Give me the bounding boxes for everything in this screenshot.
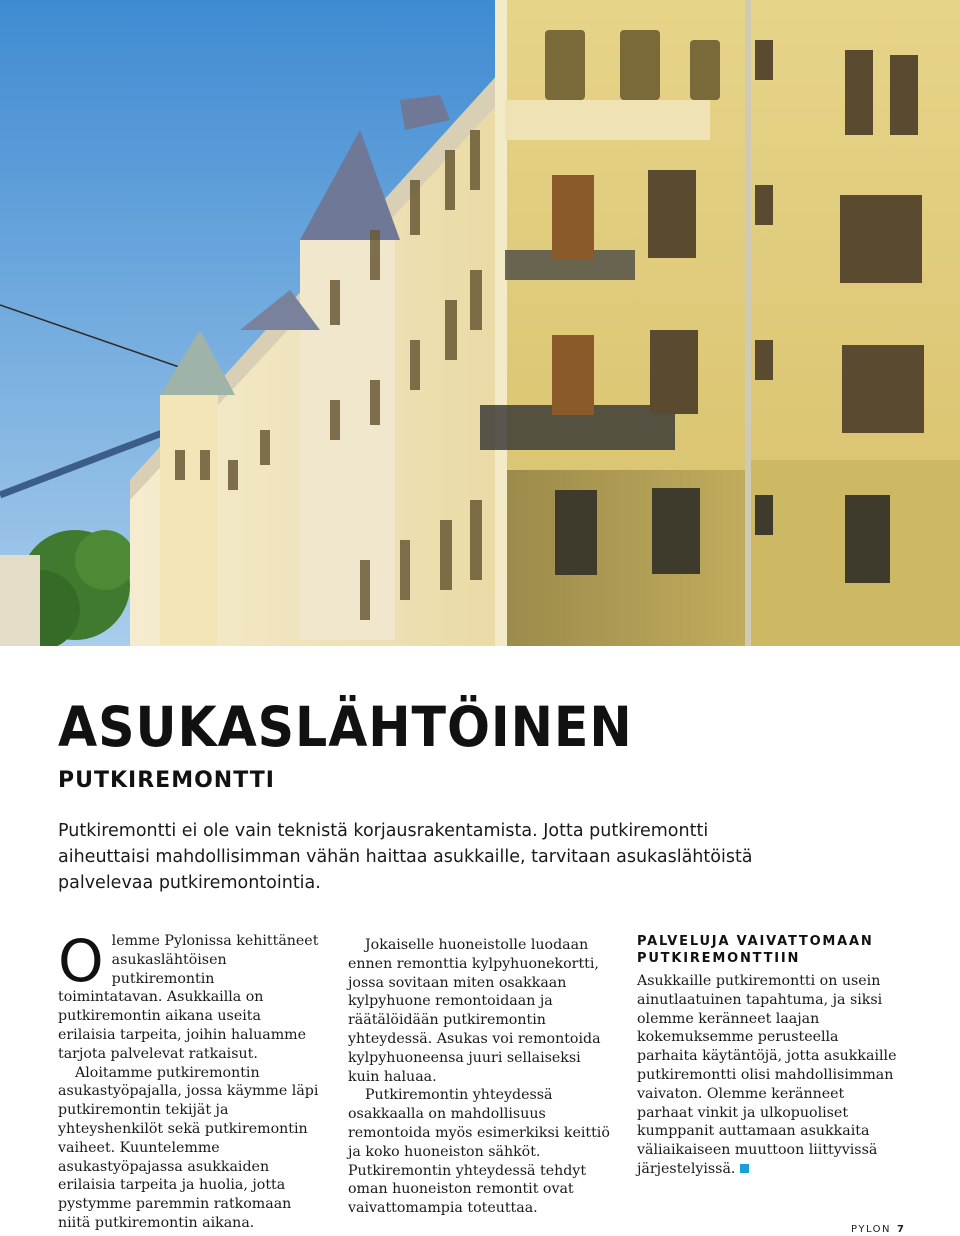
end-mark-icon [740, 1164, 749, 1173]
drop-cap: O [58, 927, 104, 995]
page-number: 7 [897, 1224, 904, 1235]
paragraph [58, 927, 320, 1064]
paragraph [637, 972, 899, 1179]
paragraph-text: Asukkaille putkiremontti on usein ainutlaatuinen tapahtuma, ja siksi olemme keränneet laajan kokemuksemme perusteella parhaita käytäntöjä, jotta asukkaille putkiremontti olisi mahdollisimman vaivaton. Olemme keränneet parhaat vinkit ja ulkopuoliset kumppanit auttamaan asukkaita väliaikaiseen muuttoon liittyvissä järjestelyissä. [637, 973, 897, 1177]
article-lead: Putkiremontti ei ole vain teknistä korjausrakentamista. Jotta putkiremontti aiheuttaisi mahdollisimman vähän haittaa asukkaille, tarvitaan asukaslähtöistä palvelevaa putkiremontointia. [58, 821, 753, 893]
paragraph: Aloitamme putkiremontin asukastyöpajalla, jossa käymme läpi putkiremontin tekijät ja yhteyshenkilöt sekä putkiremontin vaiheet. Kuuntelemme asukastyöpajassa asukkaiden erilaisia tarpeita ja huolia, jotta pystymme paremmin ratkomaan niitä putkiremontin aikana. [58, 1064, 319, 1231]
column-1 [58, 927, 320, 1233]
paragraph-text: lemme Pylonissa kehittäneet asukaslähtöisen putkiremontin toimintatavan. Asukkailla on putkiremontin aikana useita erilaisia tarpeita, joihin haluamme tarjota palvelevat ratkaisut. [58, 933, 319, 1062]
paragraph: Jokaiselle huoneistolle luodaan ennen remonttia kylpyhuonekortti, jossa sovitaan miten osakkaan kylpyhuone remontoidaan ja räätälöidään putkiremontin yhteydessä. Asukas voi remontoida kylpyhuoneensa juuri sellaiseksi kuin haluaa. [348, 937, 601, 1085]
column-3 [637, 933, 899, 1179]
column-2 [348, 936, 610, 1218]
page-footer [851, 1224, 904, 1235]
section-heading: PALVELUJA VAIVATTOMAAN PUTKIREMONTTIIN [637, 934, 874, 966]
paragraph: Putkiremontin yhteydessä osakkaalla on mahdollisuus remontoida myös esimerkiksi keittiö ja koko huoneiston sähköt. Putkiremontin yhteydessä tehdyt oman huoneiston remontit ovat vaivattomampia toteuttaa. [348, 1087, 610, 1217]
article-title: ASUKASLÄHTÖINEN [58, 695, 633, 759]
article-subtitle: PUTKIREMONTTI [58, 768, 275, 793]
footer-brand: PYLON [851, 1224, 892, 1235]
